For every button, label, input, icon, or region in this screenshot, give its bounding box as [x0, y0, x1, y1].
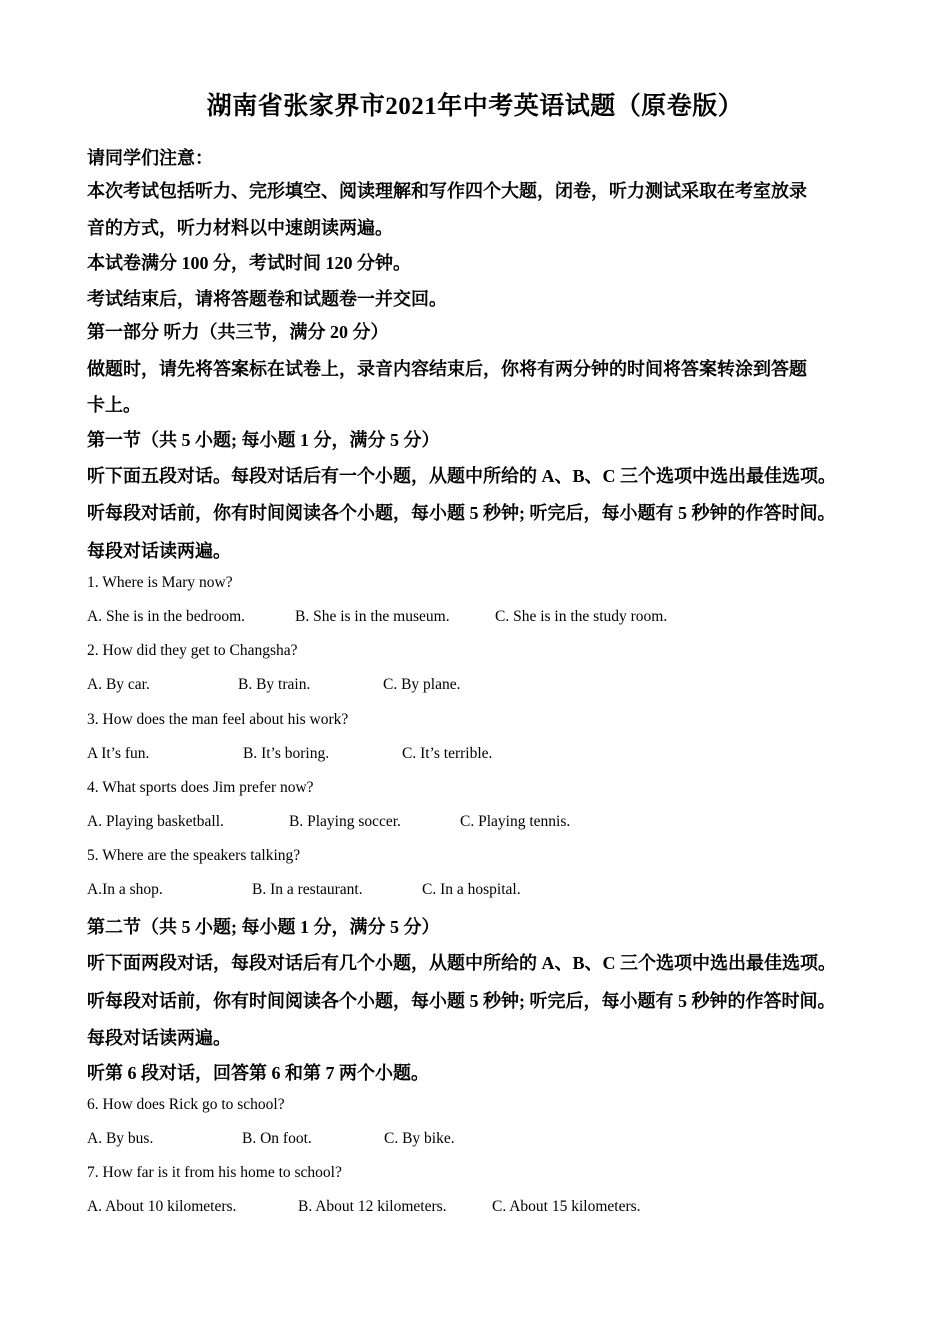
- q4-option-c: C. Playing tennis.: [460, 813, 571, 830]
- q6-option-a: A. By bus.: [87, 1130, 154, 1147]
- part1-instruction: 卡上。: [87, 395, 141, 415]
- section2-instruction: 听每段对话前，你有时间阅读各个小题，每小题 5 秒钟; 听完后，每小题有 5 秒钟的作答时间。: [87, 991, 836, 1011]
- notice-heading: 请同学们注意：: [87, 148, 213, 168]
- question-3: 3. How does the man feel about his work?: [87, 711, 349, 728]
- q2-option-c: C. By plane.: [383, 676, 461, 693]
- q5-option-a: A.In a shop.: [87, 881, 163, 898]
- page-title: 湖南省张家界市2021年中考英语试题（原卷版）: [206, 93, 744, 120]
- q7-option-c: C. About 15 kilometers.: [492, 1198, 641, 1215]
- notice-paragraph-line: 本次考试包括听力、完形填空、阅读理解和写作四个大题，闭卷，听力测试采取在考室放录: [87, 181, 807, 201]
- q3-option-c: C. It’s terrible.: [402, 745, 493, 762]
- section1-instruction: 听每段对话前，你有时间阅读各个小题，每小题 5 秒钟; 听完后，每小题有 5 秒钟的作答时间。: [87, 503, 836, 523]
- q3-option-a: A It’s fun.: [87, 745, 150, 762]
- q1-option-a: A. She is in the bedroom.: [87, 608, 245, 625]
- section2-instruction: 听下面两段对话，每段对话后有几个小题，从题中所给的 A、B、C 三个选项中选出最佳选项。: [87, 953, 836, 973]
- question-6: 6. How does Rick go to school?: [87, 1096, 285, 1113]
- q4-option-b: B. Playing soccer.: [289, 813, 401, 830]
- section2-instruction: 每段对话读两遍。: [87, 1028, 231, 1048]
- dialog-6-instruction: 听第 6 段对话，回答第 6 和第 7 两个小题。: [87, 1063, 429, 1083]
- notice-paragraph-line: 音的方式，听力材料以中速朗读两遍。: [87, 218, 393, 238]
- question-4: 4. What sports does Jim prefer now?: [87, 779, 314, 796]
- notice-submit-line: 考试结束后，请将答题卷和试题卷一并交回。: [87, 289, 447, 309]
- q4-option-a: A. Playing basketball.: [87, 813, 224, 830]
- q1-option-c: C. She is in the study room.: [495, 608, 668, 625]
- section2-heading: 第二节（共 5 小题; 每小题 1 分，满分 5 分）: [87, 917, 440, 937]
- q2-option-b: B. By train.: [238, 676, 311, 693]
- q3-option-b: B. It’s boring.: [243, 745, 330, 762]
- question-7: 7. How far is it from his home to school?: [87, 1164, 342, 1181]
- q5-option-c: C. In a hospital.: [422, 881, 521, 898]
- q6-option-c: C. By bike.: [384, 1130, 455, 1147]
- q5-option-b: B. In a restaurant.: [252, 881, 363, 898]
- section1-heading: 第一节（共 5 小题; 每小题 1 分，满分 5 分）: [87, 430, 440, 450]
- q6-option-b: B. On foot.: [242, 1130, 312, 1147]
- part1-heading: 第一部分 听力（共三节，满分 20 分）: [87, 322, 389, 342]
- question-2: 2. How did they get to Changsha?: [87, 642, 298, 659]
- question-1: 1. Where is Mary now?: [87, 574, 233, 591]
- q1-option-b: B. She is in the museum.: [295, 608, 450, 625]
- question-5: 5. Where are the speakers talking?: [87, 847, 301, 864]
- section1-instruction: 听下面五段对话。每段对话后有一个小题，从题中所给的 A、B、C 三个选项中选出最佳选项。: [87, 466, 836, 486]
- q7-option-b: B. About 12 kilometers.: [298, 1198, 447, 1215]
- q7-option-a: A. About 10 kilometers.: [87, 1198, 237, 1215]
- notice-score-line: 本试卷满分 100 分，考试时间 120 分钟。: [87, 253, 411, 273]
- q2-option-a: A. By car.: [87, 676, 150, 693]
- section1-instruction: 每段对话读两遍。: [87, 541, 231, 561]
- part1-instruction: 做题时，请先将答案标在试卷上，录音内容结束后，你将有两分钟的时间将答案转涂到答题: [87, 359, 807, 379]
